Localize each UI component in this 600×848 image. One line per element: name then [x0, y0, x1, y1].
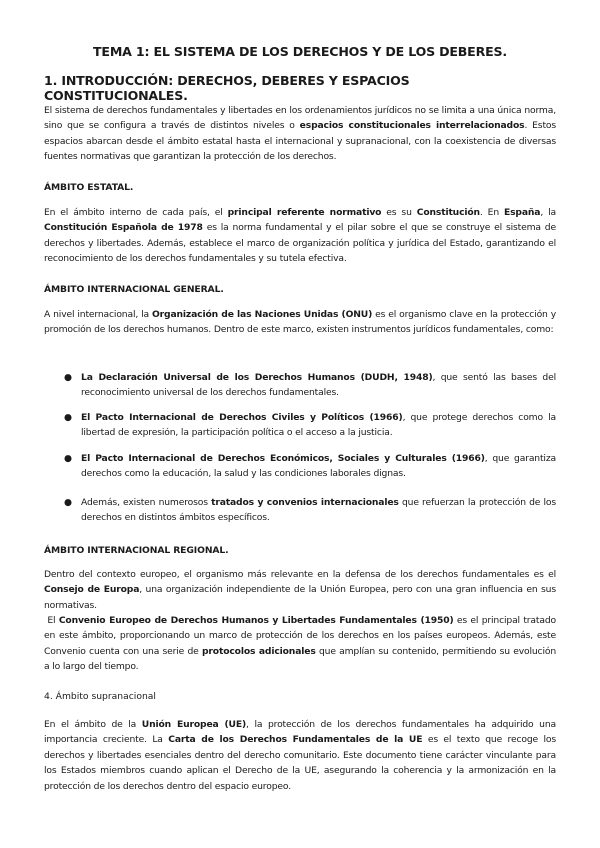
list-item: El Pacto Internacional de Derechos Económicos, Sociales y Culturales (1966), que garantiza derechos como la educación, la salud y las condiciones laborales dignas. — [81, 453, 556, 480]
intro-paragraph: El sistema de derechos fundamentales y libertades en los ordenamientos jurídicos no se limita a una única norma, sino que se configura a través de distintos niveles o espacios constitucionales interrelacionados. Estos espacios abarcan desde el ámbito estatal hasta el internacional y supranacional, con la coexistencia de diversas fuentes normativas que garantizan la protección de los derechos. — [44, 105, 557, 163]
heading-ambito-supranacional: 4. Ámbito supranacional — [44, 691, 156, 702]
section-heading-intro: 1. INTRODUCCIÓN: DERECHOS, DEBERES Y ESPACIOS CONSTITUCIONALES. — [44, 73, 410, 103]
estatal-paragraph: En el ámbito interno de cada país, el principal referente normativo es su Constitución. En España, la Constitución Española de 1978 es la norma fundamental y el pilar sobre el que se construye el sistema de derechos y libertades. Además, establece el marco de organización política y jurídica del Estado, garantizando el reconocimiento de los derechos fundamentales y su tutela efectiva. — [44, 207, 556, 265]
regional-paragraph-2: El Convenio Europeo de Derechos Humanos y Libertades Fundamentales (1950) es el principal tratado en este ámbito, proporcionando un marco de protección de los derechos en los países europeos. Además, este Convenio cuenta con una serie de protocolos adicionales que amplían su contenido, permitiendo su evolución a lo largo del tiempo. — [44, 615, 559, 673]
document-title: TEMA 1: EL SISTEMA DE LOS DERECHOS Y DE LOS DEBERES. — [93, 44, 507, 59]
supranacional-paragraph: En el ámbito de la Unión Europea (UE), la protección de los derechos fundamentales ha adquirido una importancia creciente. La Carta de los Derechos Fundamentales de la UE es el texto que recoge los derechos y libertades esenciales dentro del derecho comunitario. Este documento tiene carácter vinculante para los Estados miembros cuando aplican el Derecho de la UE, asegurando la coherencia y la armonización en la protección de los derechos dentro del espacio europeo. — [44, 719, 557, 792]
bullet-marker: ● — [64, 412, 73, 423]
heading-ambito-estatal: ÁMBITO ESTATAL. — [44, 182, 134, 193]
list-item: La Declaración Universal de los Derechos Humanos (DUDH, 1948), que sentó las bases del reconocimiento universal de los derechos fundamentales. — [81, 372, 556, 399]
regional-paragraph-1: Dentro del contexto europeo, el organismo más relevante en la defensa de los derechos fundamentales es el Consejo de Europa, una organización independiente de la Unión Europea, pero con una gran influencia en sus normativas. — [44, 569, 556, 611]
bullet-marker: ● — [64, 372, 73, 383]
list-item: Además, existen numerosos tratados y convenios internacionales que refuerzan la protección de los derechos en distintos ámbitos específicos. — [81, 497, 556, 524]
bullet-marker: ● — [64, 497, 73, 508]
bullet-marker: ● — [64, 453, 73, 464]
heading-ambito-regional: ÁMBITO INTERNACIONAL REGIONAL. — [44, 545, 229, 556]
list-item: El Pacto Internacional de Derechos Civiles y Políticos (1966), que protege derechos como la libertad de expresión, la participación política o el acceso a la justicia. — [81, 412, 556, 439]
heading-ambito-internacional: ÁMBITO INTERNACIONAL GENERAL. — [44, 284, 224, 295]
internacional-paragraph: A nivel internacional, la Organización de las Naciones Unidas (ONU) es el organismo clave en la protección y promoción de los derechos humanos. Dentro de este marco, existen instrumentos jurídicos fundamentales, como: — [44, 309, 556, 336]
